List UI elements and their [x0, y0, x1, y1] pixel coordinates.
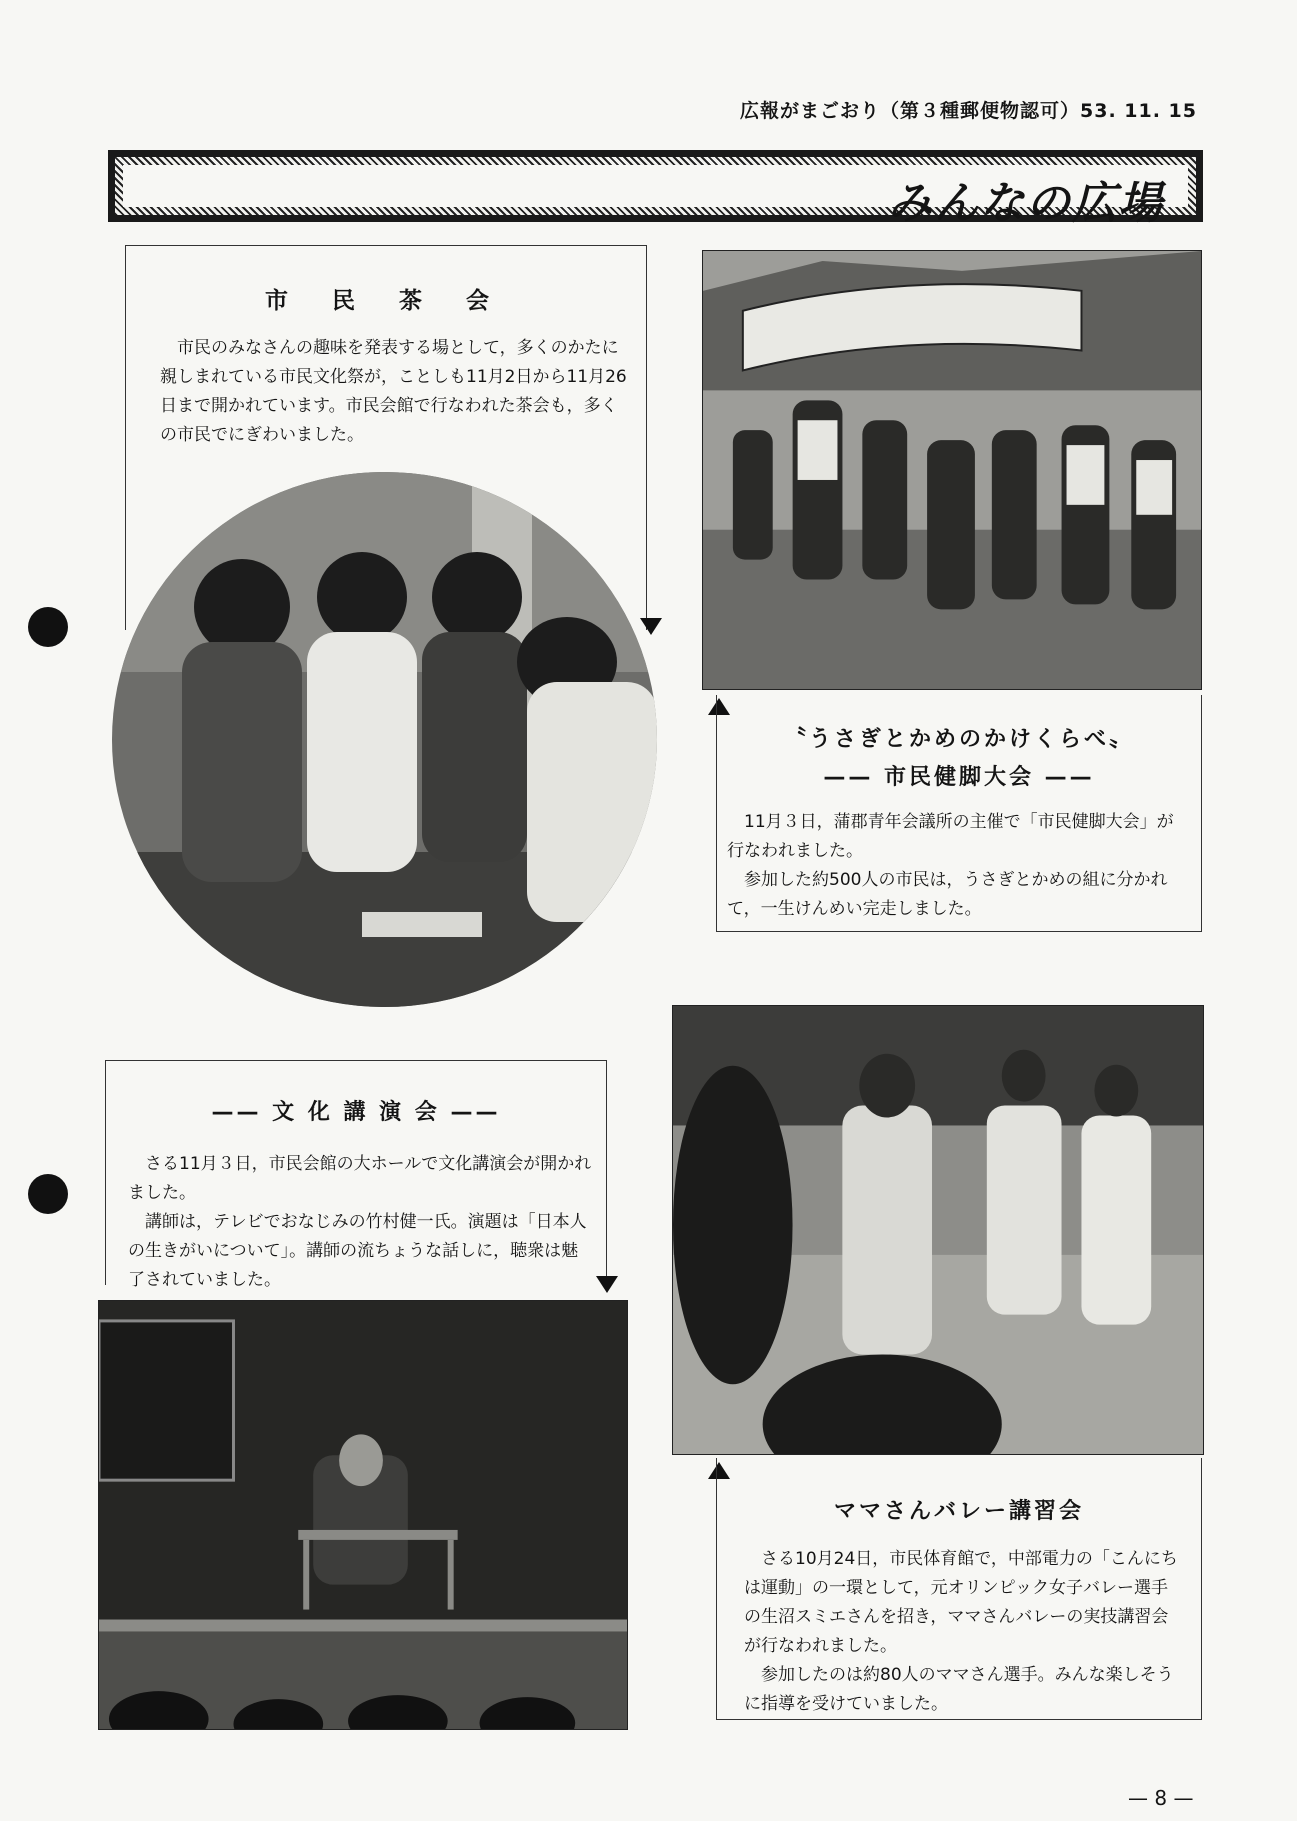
bullet-dot-icon: [28, 607, 68, 647]
volley-article-title: ママさんバレー講習会: [833, 1499, 1084, 1524]
section-banner: [108, 150, 1203, 229]
race-article-title: 〝うさぎとかめのかけくらべ〟: [783, 727, 1134, 752]
publication-header: 広報がまごおり（第３種郵便物認可）53. 11. 15: [740, 100, 1197, 122]
arrow-down-icon: [640, 618, 662, 635]
lecture-article-title: —— 文 化 講 演 会 ——: [211, 1100, 501, 1125]
tea-article-title: 市 民 茶 会: [264, 288, 508, 314]
lecture-article-body: さる11月３日，市民会館の大ホールで文化講演会が開かれました。 講師は，テレビでおなじみの竹村健一氏。演題は「日本人の生きがいについて」。講師の流ちょうな話しに，聴衆は魅了されていました。: [128, 1154, 592, 1290]
bullet-dot-icon: [28, 1174, 68, 1214]
arrow-down-icon: [596, 1276, 618, 1293]
volleyball-clinic-photo: [672, 1005, 1204, 1455]
running-race-photo: [702, 250, 1202, 690]
section-title: みんなの広場: [888, 178, 1164, 229]
page-number: — 8 —: [1128, 1786, 1194, 1810]
race-article-subtitle: —— 市民健脚大会 ——: [823, 765, 1095, 790]
tea-article-body: 市民のみなさんの趣味を発表する場として，多くのかたに親しまれている市民文化祭が，ことしも11月2日から11月26日まで開かれています。市民会館で行なわれた茶会も，多くの市民でにぎわいました。: [160, 338, 627, 445]
lecture-stage-photo: [98, 1300, 628, 1730]
tea-ceremony-photo: [112, 472, 657, 1007]
race-article-body: 11月３日，蒲郡青年会議所の主催で「市民健脚大会」が行なわれました。 参加した約500人の市民は，うさぎとかめの組に分かれて，一生けんめい完走しました。: [727, 812, 1174, 919]
volley-article-body: さる10月24日，市民体育館で，中部電力の「こんにちは運動」の一環として，元オリンピック女子バレー選手の生沼スミエさんを招き，ママさんバレーの実技講習会が行なわれました。 参加したのは約80人のママさん選手。みんな楽しそうに指導を受けていました。: [744, 1549, 1178, 1714]
